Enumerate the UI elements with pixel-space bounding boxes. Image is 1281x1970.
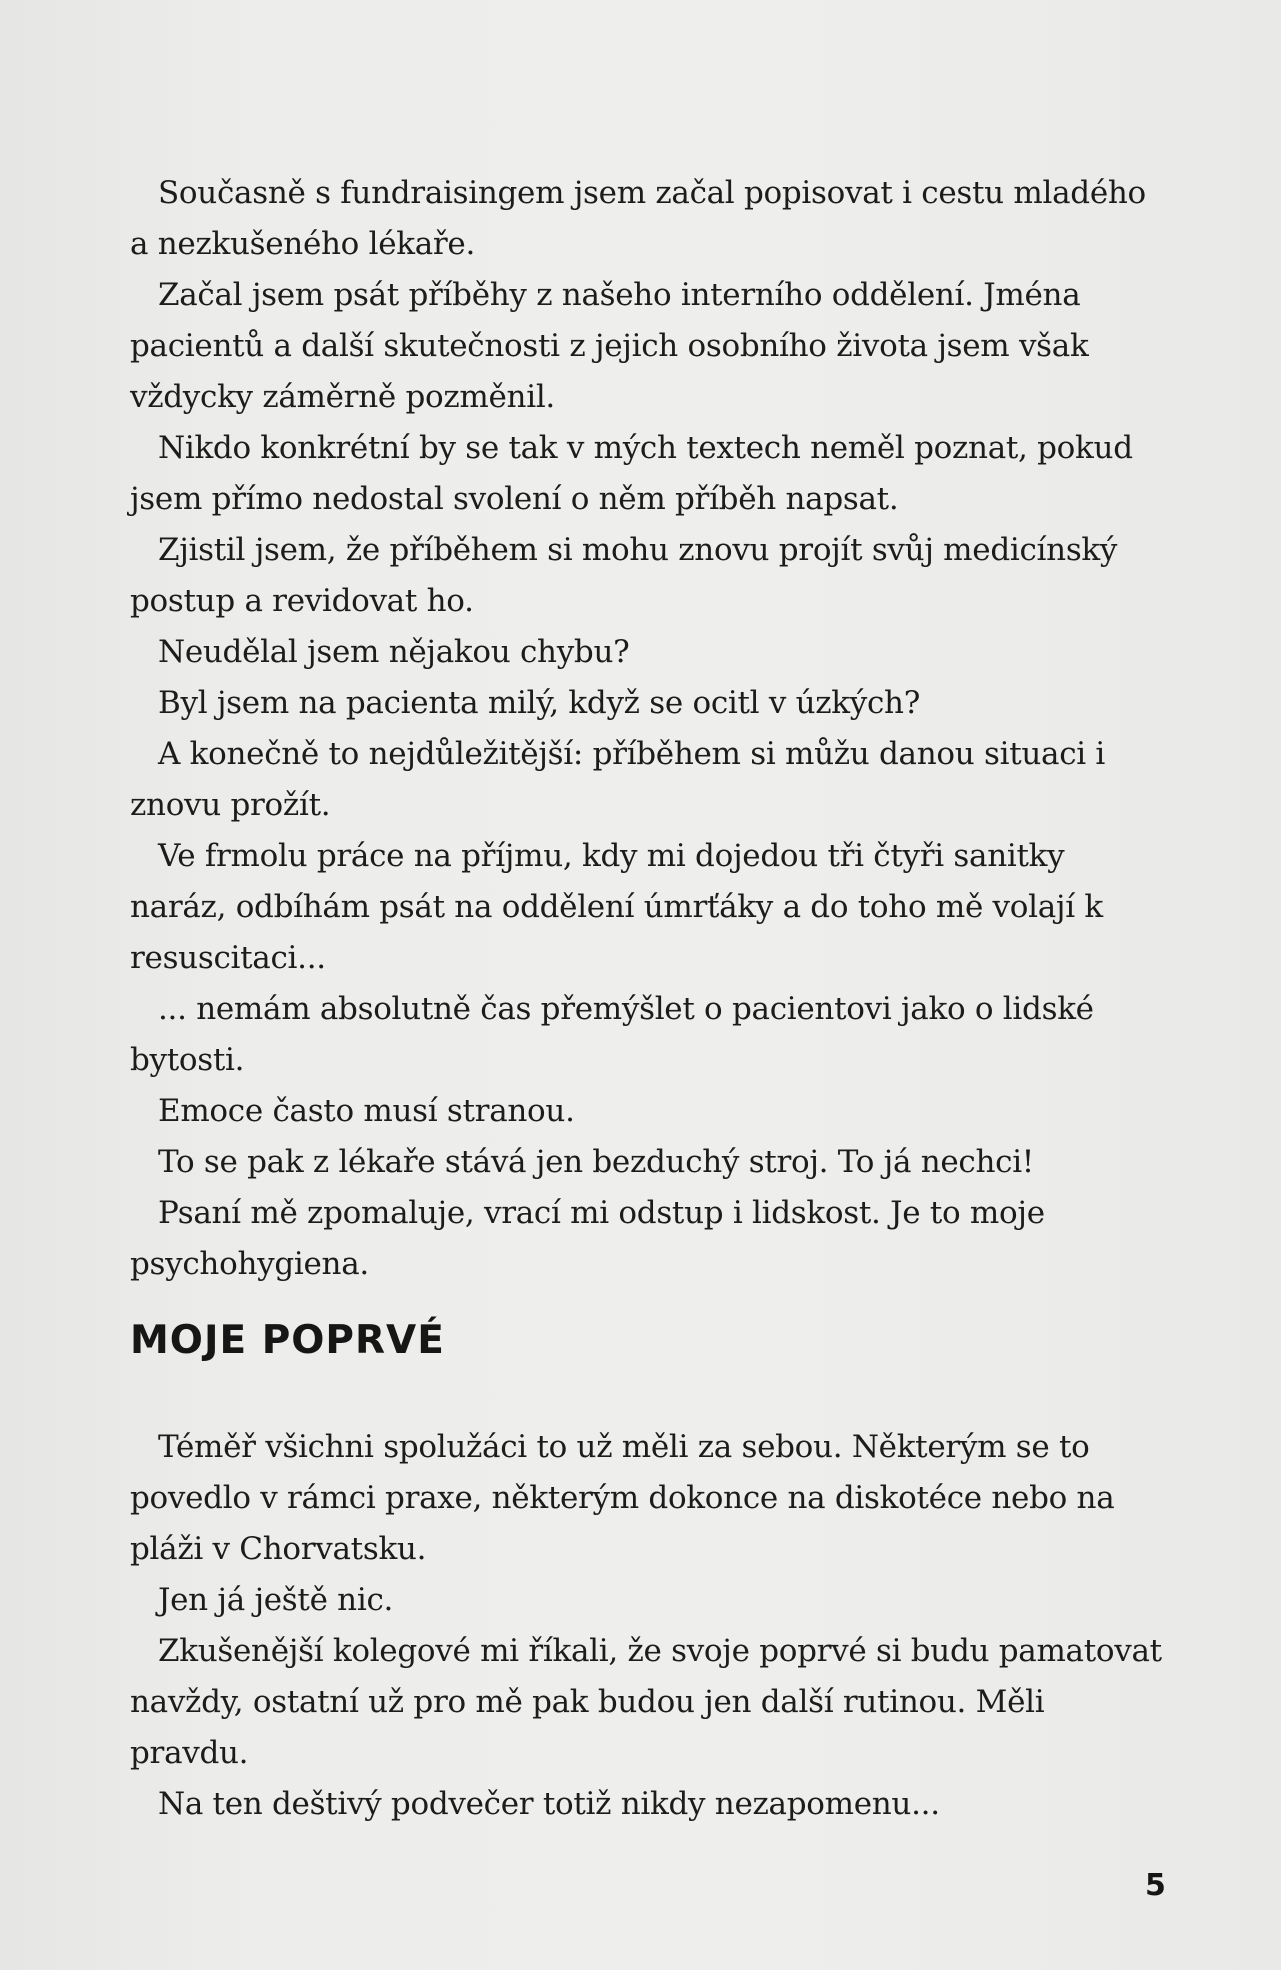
paragraph: Byl jsem na pacienta milý, když se ocitl v úzkých? bbox=[158, 685, 921, 721]
paragraph: Jen já ještě nic. bbox=[158, 1582, 394, 1618]
paragraph: Emoce často musí stranou. bbox=[158, 1093, 575, 1129]
body-text-section-2 bbox=[130, 1422, 1170, 1830]
paragraph: Psaní mě zpomaluje, vrací mi odstup i lidskost. Je to moje psychohygiena. bbox=[130, 1195, 1045, 1282]
body-text-section-1 bbox=[130, 168, 1170, 1290]
paragraph: Začal jsem psát příběhy z našeho interního oddělení. Jména pacientů a další skutečnosti z jejich osobního života jsem však vždycky záměrně pozměnil. bbox=[130, 277, 1089, 415]
paragraph: Neudělal jsem nějakou chybu? bbox=[158, 634, 630, 670]
paragraph: Ve frmolu práce na příjmu, kdy mi dojedou tři čtyři sanitky naráz, odbíhám psát na oddělení úmrťáky a do toho mě volají k resuscitaci... bbox=[130, 838, 1103, 976]
paragraph: ... nemám absolutně čas přemýšlet o pacientovi jako o lidské bytosti. bbox=[130, 991, 1094, 1078]
section-heading: MOJE POPRVÉ bbox=[130, 1318, 445, 1363]
paragraph: To se pak z lékaře stává jen bezduchý stroj. To já nechci! bbox=[158, 1144, 1034, 1180]
paragraph: Na ten deštivý podvečer totiž nikdy nezapomenu... bbox=[158, 1786, 940, 1822]
paragraph: Zjistil jsem, že příběhem si mohu znovu projít svůj medicínský postup a revidovat ho. bbox=[130, 532, 1118, 619]
paragraph: Nikdo konkrétní by se tak v mých textech neměl poznat, pokud jsem přímo nedostal svolení o něm příběh napsat. bbox=[130, 430, 1133, 517]
paragraph: Téměř všichni spolužáci to už měli za sebou. Některým se to povedlo v rámci praxe, některým dokonce na diskotéce nebo na pláži v Chorvatsku. bbox=[130, 1429, 1115, 1567]
paragraph: Současně s fundraisingem jsem začal popisovat i cestu mladého a nezkušeného lékaře. bbox=[130, 175, 1146, 262]
paragraph: Zkušenější kolegové mi říkali, že svoje poprvé si budu pamatovat navždy, ostatní už pro mě pak budou jen další rutinou. Měli pravdu. bbox=[130, 1633, 1162, 1771]
paragraph: A konečně to nejdůležitější: příběhem si můžu danou situaci i znovu prožít. bbox=[130, 736, 1106, 823]
page-number: 5 bbox=[1145, 1868, 1166, 1903]
